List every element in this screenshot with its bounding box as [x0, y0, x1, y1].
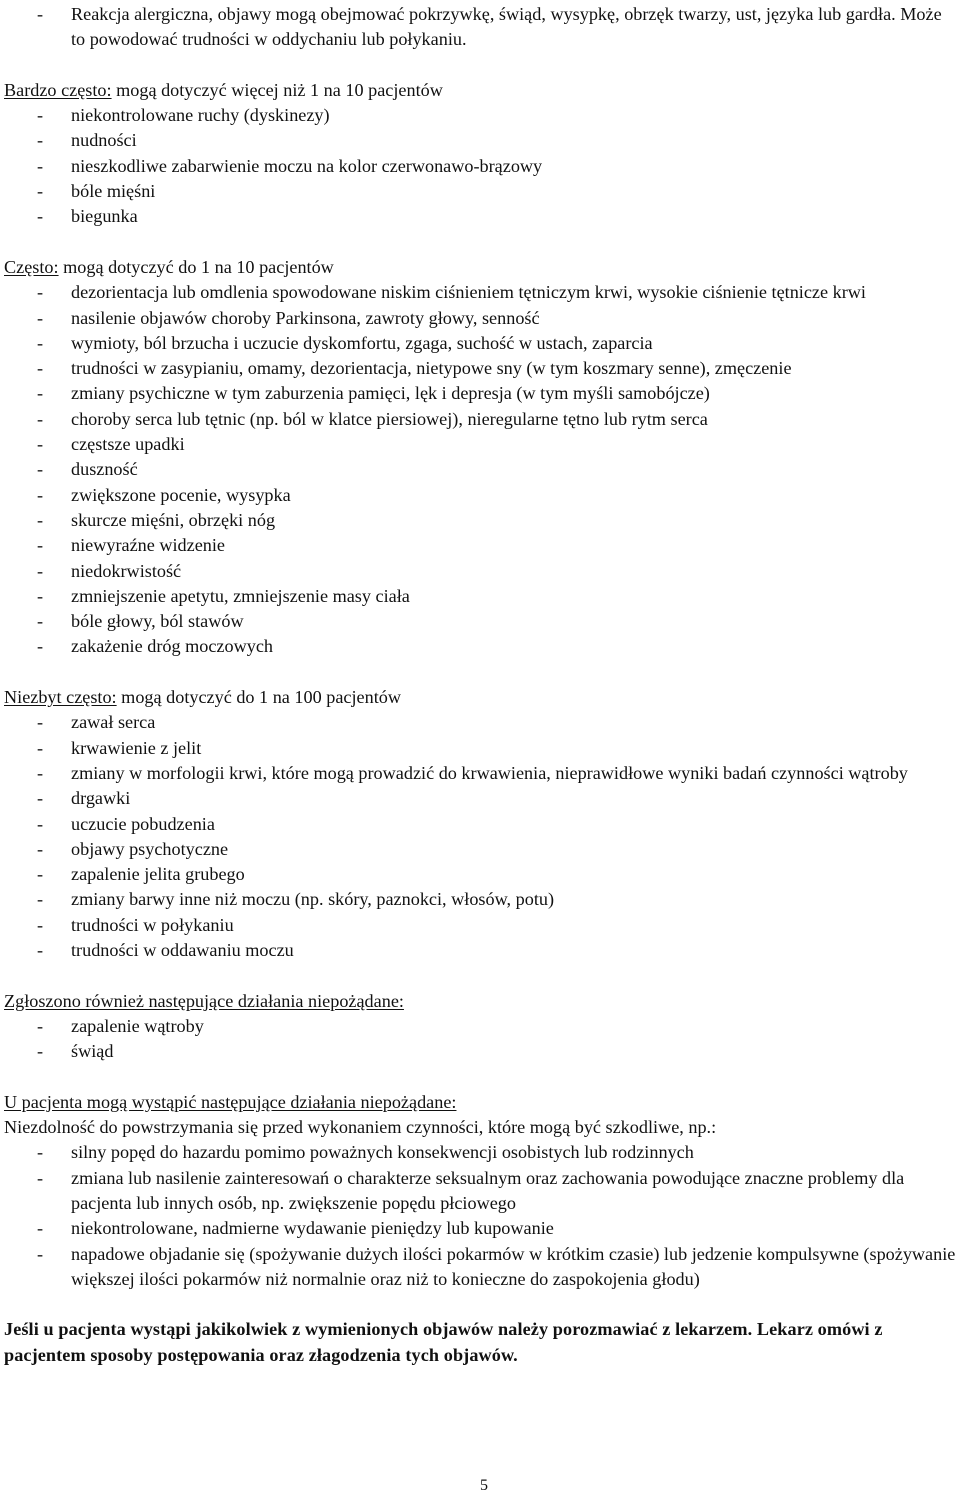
list-item: - biegunka — [4, 204, 958, 229]
document-page — [4, 2, 958, 1368]
list-item: - zwiększone pocenie, wysypka — [4, 483, 958, 508]
list-item: - zapalenie wątroby — [4, 1014, 958, 1039]
common-heading — [4, 255, 958, 280]
list-item: - częstsze upadki — [4, 432, 958, 457]
list-item: - duszność — [4, 457, 958, 482]
patients-list — [4, 1140, 958, 1292]
uncommon-section — [4, 685, 958, 963]
frequency-description: mogą dotyczyć więcej niż 1 na 10 pacjentów — [111, 79, 443, 100]
list-item: - niekontrolowane, nadmierne wydawanie pieniędzy lub kupowanie — [4, 1216, 958, 1241]
list-item: - zmiany barwy inne niż moczu (np. skóry, paznokci, włosów, potu) — [4, 887, 958, 912]
list-item: - zapalenie jelita grubego — [4, 862, 958, 887]
list-item: - bóle głowy, ból stawów — [4, 609, 958, 634]
section-label: Zgłoszono również następujące działania niepożądane: — [4, 990, 404, 1011]
reported-section — [4, 989, 958, 1065]
list-item: - niekontrolowane ruchy (dyskinezy) — [4, 103, 958, 128]
patients-heading — [4, 1090, 958, 1115]
list-item: - objawy psychotyczne — [4, 837, 958, 862]
frequency-label: Bardzo często: — [4, 79, 112, 100]
list-item: - wymioty, ból brzucha i uczucie dyskomfortu, zgaga, suchość w ustach, zaparcia — [4, 331, 958, 356]
patients-intro: Niezdolność do powstrzymania się przed wykonaniem czynności, które mogą być szkodliwe, np.: — [4, 1117, 717, 1138]
list-item: - trudności w zasypianiu, omamy, dezorientacja, nietypowe sny (w tym koszmary senne), zmęczenie — [4, 356, 958, 381]
very-common-section — [4, 78, 958, 230]
list-item: - nudności — [4, 128, 958, 153]
closing-advice: Jeśli u pacjenta wystąpi jakikolwiek z wymienionych objawów należy porozmawiać z lekarzem. Lekarz omówi z pacjentem sposoby postępowania oraz złagodzenia tych objawów. — [4, 1319, 883, 1365]
list-item: - choroby serca lub tętnic (np. ból w klatce piersiowej), nieregularne tętno lub rytm serca — [4, 407, 958, 432]
very-common-heading — [4, 78, 958, 103]
list-item: - zakażenie dróg moczowych — [4, 634, 958, 659]
list-item: - zmiana lub nasilenie zainteresowań o charakterze seksualnym oraz zachowania powodujące znaczne problemy dla pacjenta lub innych osób, np. zwiększenie popędu płciowego — [4, 1166, 958, 1217]
list-item: - zawał serca — [4, 710, 958, 735]
section-label: U pacjenta mogą wystąpić następujące działania niepożądane: — [4, 1091, 457, 1112]
list-item: - zmniejszenie apetytu, zmniejszenie masy ciała — [4, 584, 958, 609]
list-item: - świąd — [4, 1039, 958, 1064]
list-item: - uczucie pobudzenia — [4, 812, 958, 837]
frequency-label: Niezbyt często: — [4, 687, 117, 708]
patients-section — [4, 1090, 958, 1292]
list-item: - zmiany w morfologii krwi, które mogą prowadzić do krwawienia, nieprawidłowe wyniki badań czynności wątroby — [4, 761, 958, 786]
reported-list — [4, 1014, 958, 1065]
common-list — [4, 280, 958, 659]
list-item: - niewyraźne widzenie — [4, 533, 958, 558]
frequency-description: mogą dotyczyć do 1 na 100 pacjentów — [116, 687, 401, 708]
frequency-label: Często: — [4, 256, 59, 277]
list-item: - nasilenie objawów choroby Parkinsona, zawroty głowy, senność — [4, 306, 958, 331]
list-item: - Reakcja alergiczna, objawy mogą obejmować pokrzywkę, świąd, wysypkę, obrzęk twarzy, ust, języka lub gardła. Może to powodować trudności w oddychaniu lub połykaniu. — [4, 2, 958, 53]
list-item: - skurcze mięśni, obrzęki nóg — [4, 508, 958, 533]
list-item: - napadowe objadanie się (spożywanie dużych ilości pokarmów w krótkim czasie) lub jedzenie kompulsywne (spożywanie większej ilości pokarmów niż normalnie oraz niż to konieczne do zaspokojenia głodu) — [4, 1242, 958, 1293]
allergic-reaction-list — [4, 2, 958, 53]
list-item: - silny popęd do hazardu pomimo poważnych konsekwencji osobistych lub rodzinnych — [4, 1140, 958, 1165]
list-item: - nieszkodliwe zabarwienie moczu na kolor czerwonawo-brązowy — [4, 154, 958, 179]
list-item: - bóle mięśni — [4, 179, 958, 204]
common-section — [4, 255, 958, 660]
list-item: - niedokrwistość — [4, 559, 958, 584]
list-item: - trudności w połykaniu — [4, 913, 958, 938]
page-number: 5 — [480, 1477, 488, 1494]
uncommon-heading — [4, 685, 958, 710]
list-item: - dezorientacja lub omdlenia spowodowane niskim ciśnieniem tętniczym krwi, wysokie ciśnienie tętnicze krwi — [4, 280, 958, 305]
list-item: - drgawki — [4, 786, 958, 811]
list-item: - zmiany psychiczne w tym zaburzenia pamięci, lęk i depresja (w tym myśli samobójcze) — [4, 381, 958, 406]
frequency-description: mogą dotyczyć do 1 na 10 pacjentów — [58, 256, 334, 277]
reported-heading — [4, 989, 958, 1014]
uncommon-list — [4, 710, 958, 963]
list-item: - trudności w oddawaniu moczu — [4, 938, 958, 963]
list-item: - krwawienie z jelit — [4, 736, 958, 761]
very-common-list — [4, 103, 958, 229]
